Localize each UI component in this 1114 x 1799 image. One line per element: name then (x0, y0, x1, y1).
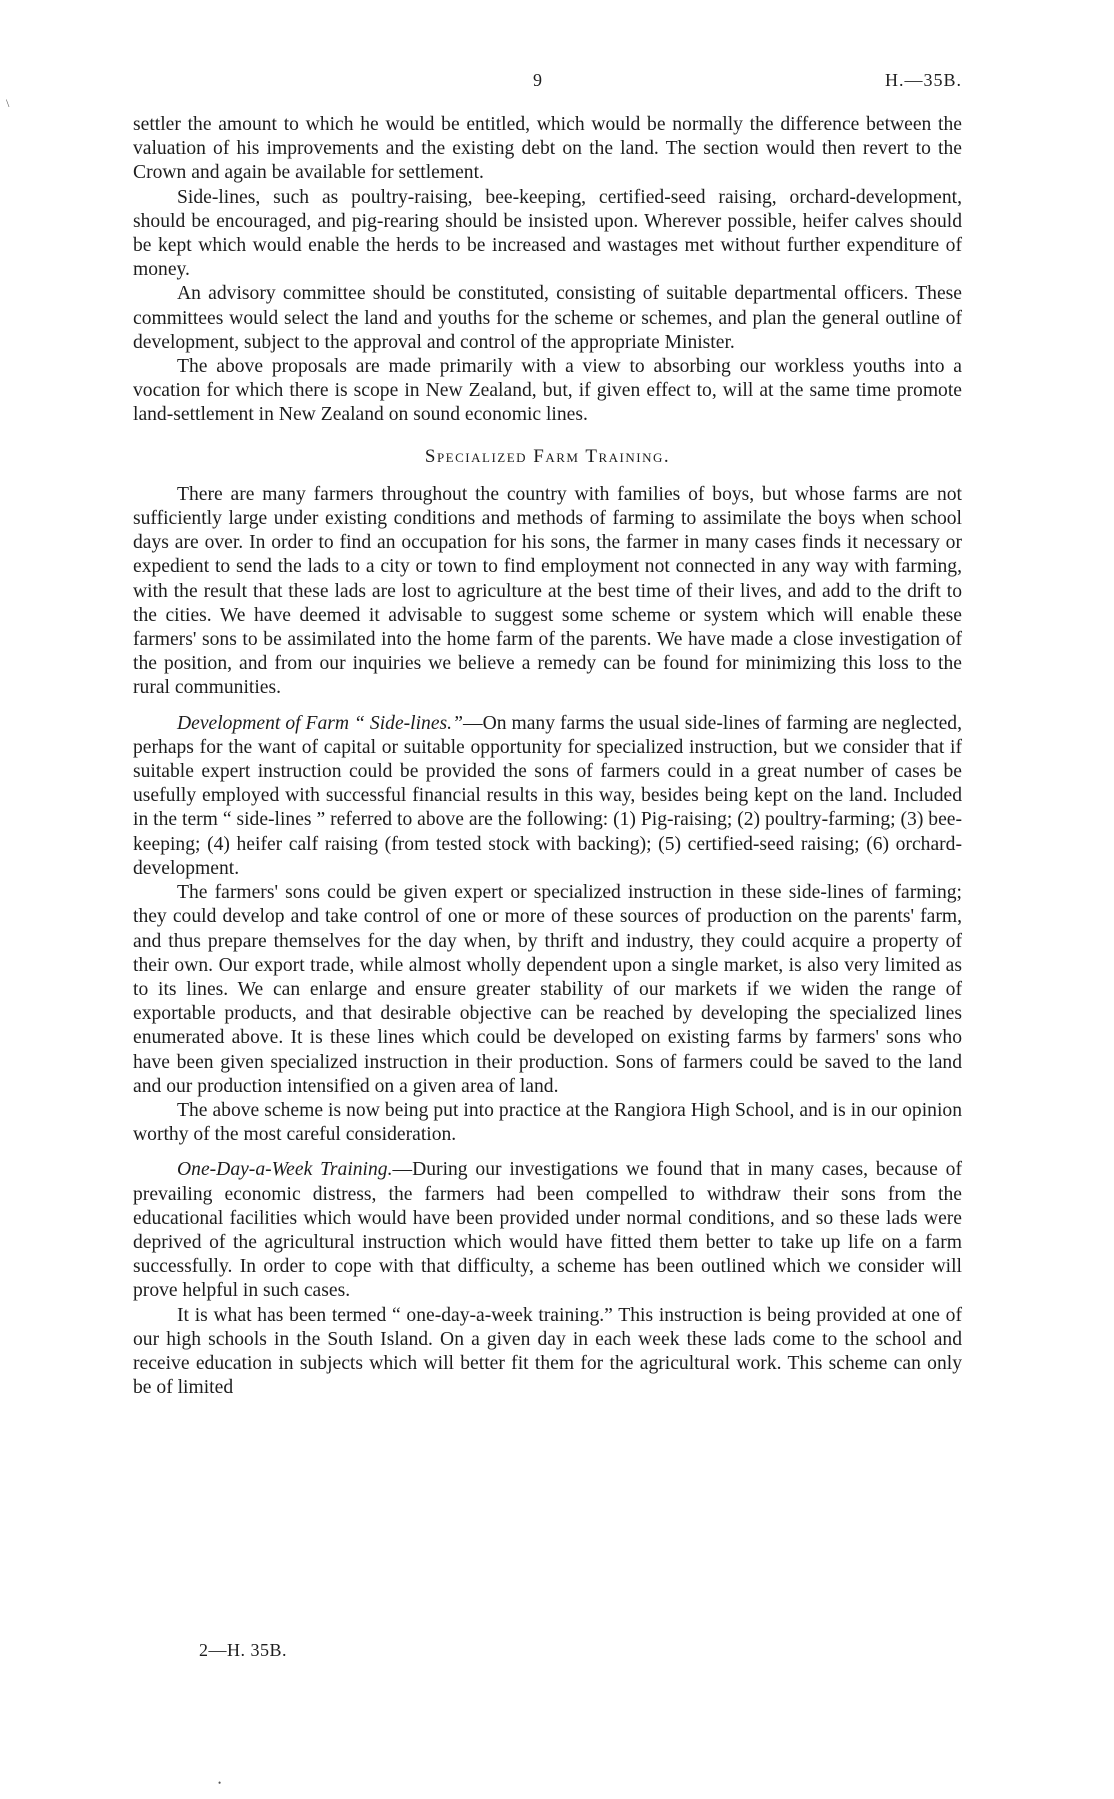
paragraph-development-side-lines (133, 712, 962, 881)
paragraph-advisory-committee: An advisory committee should be constituted, consisting of suitable departmental officers. These committees would select the land and youths for the scheme or schemes, and plan the general outline of development, subject to the approval and control of the appropriate Minister. (133, 283, 962, 353)
subheading-one-day-a-week: One-Day-a-Week Training. (177, 1159, 393, 1181)
paragraph-rangiora: The above scheme is now being put into practice at the Rangiora High School, and is in our opinion worthy of the most careful consideration. (133, 1099, 962, 1146)
subheading-development-side-lines: Development of Farm “ Side-lines.” (177, 712, 463, 734)
page-number: 9 (533, 70, 542, 90)
document-reference: H.—35B. (884, 70, 962, 90)
section-heading: Specialized Farm Training. (424, 445, 671, 467)
signature-mark: 2—H. 35B. (199, 1640, 288, 1660)
paragraph-many-farmers: There are many farmers throughout the country with families of boys, but whose farms are not sufficiently large under existing conditions and methods of farming to assimilate the boys when school days are over. In order to find an occupation for his sons, the farmer in many cases finds it necessary or expedient to send the lads to a city or town to find employment not connected in any way with farming, with the result that these lads are lost to agriculture at the best time of their lives, and add to the drift to the cities. We have deemed it advisable to suggest some scheme or system which will enable these farmers' sons to be assimilated into the home farm of the parents. We have made a close investigation of the position, and from our inquiries we believe a remedy can be found for minimizing this loss to the rural communities. (133, 483, 962, 699)
paragraph-termed-training: It is what has been termed “ one-day-a-week training.” This instruction is being provided at one of our high schools in the South Island. On a given day in each week these lads come to the school and receive education in subjects which will better fit them for the agricultural work. This scheme can only be of limited (133, 1304, 962, 1399)
paragraph-side-lines: Side-lines, such as poultry-raising, bee-keeping, certified-seed raising, orchard-development, should be encouraged, and pig-rearing should be insisted upon. Wherever possible, heifer calves should be kept which would enable the herds to be increased and wastages met without further expenditure of money. (133, 186, 962, 281)
document-body (133, 113, 962, 1400)
page-header (133, 70, 962, 96)
paragraph-continuation: settler the amount to which he would be entitled, which would be normally the difference between the valuation of his improvements and the existing debt on the land. The section would then revert to the Crown and again be available for settlement. (133, 114, 962, 184)
paragraph-above-proposals: The above proposals are made primarily with a view to absorbing our workless youths into a vocation for which there is scope in New Zealand, but, if given effect to, will at the same time promote land-settlement in New Zealand on sound economic lines. (133, 356, 962, 426)
paragraph-farmers-sons: The farmers' sons could be given expert or specialized instruction in these side-lines of farming; they could develop and take control of one or more of these sources of production on the parents' farm, and thus prepare themselves for the day when, by thrift and industry, they could acquire a property of their own. Our export trade, while almost wholly dependent upon a single market, is also very limited as to its lines. We can enlarge and ensure greater stability of our markets if we widen the range of exportable products, and that desirable objective can be reached by developing the specialized lines enumerated above. It is these lines which could be developed on existing farms by farmers' sons who have been given specialized instruction in their production. Sons of farmers could be saved to the land and our production intensified on a given area of land. (133, 882, 962, 1097)
scan-speck: \ (6, 96, 10, 110)
paragraph-one-day-text: —During our investigations we found that in many cases, because of prevailing economic distress, the farmers had been compelled to withdraw their sons from the educational facilities which would have been provided under normal conditions, and so these lads were deprived of the agricultural instruction which would have fitted them better to take up life on a farm successfully. In order to cope with that difficulty, a scheme has been outlined which we consider will prove helpful in such cases. (133, 1159, 962, 1302)
paragraph-one-day-a-week (133, 1158, 962, 1303)
paragraph-development-text: —On many farms the usual side-lines of farming are neglected, perhaps for the want of capital or suitable opportunity for specialized instruction, but we consider that if suitable expert instruction could be provided the sons of farmers could in a great number of cases be usefully employed with successful financial results in this way, besides being kept on the land. Included in the term “ side-lines ” referred to above are the following: (1) Pig-raising; (2) poultry-farming; (3) bee-keeping; (4) heifer calf raising (from tested stock with backing); (5) certified-seed raising; (6) orchard-development. (133, 712, 962, 879)
scan-dot: • (218, 1778, 222, 1788)
